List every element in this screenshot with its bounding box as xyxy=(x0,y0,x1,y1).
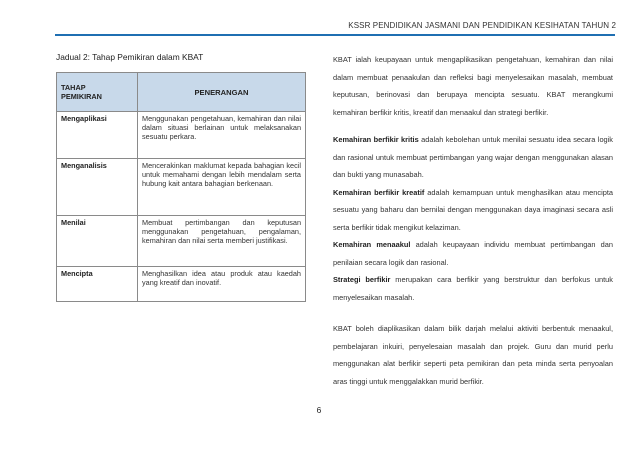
table-row xyxy=(57,112,306,159)
header-term-line2: PEMIKIRAN xyxy=(61,92,102,101)
row-desc: Membuat pertimbangan dan keputusan menggunakan pengetahuan, pengalaman, kemahiran dan nilai serta memberi justifikasi. xyxy=(138,216,306,267)
row-term: Mengaplikasi xyxy=(57,112,138,159)
term-thinking-strategy: Strategi berfikir xyxy=(333,275,391,284)
row-desc: Menghasilkan idea atau produk atau kaedah yang kreatif dan inovatif. xyxy=(138,267,306,302)
table-row xyxy=(57,267,306,302)
header-term-line1: TAHAP xyxy=(61,83,86,92)
paragraph-creative-thinking xyxy=(333,184,613,237)
text-creative-thinking: adalah kemampuan untuk menghasilkan atau mencipta sesuatu yang baharu dan bernilai dengan menggunakan daya imaginasi secara asli serta berfikir tidak mengikut kelaziman. xyxy=(333,187,613,232)
table-section xyxy=(56,52,306,302)
paragraph-thinking-strategy xyxy=(333,271,613,306)
text-thinking-strategy: merupakan cara berfikir yang berstruktur dan berfokus untuk menyelesaikan masalah. xyxy=(333,275,613,302)
row-desc: Mencerakinkan maklumat kepada bahagian kecil untuk memahami dengan lebih mendalam serta hubung kait antara bahagian berkenaan. xyxy=(138,159,306,216)
paragraph-kbat-definition: KBAT ialah keupayaan untuk mengaplikasikan pengetahuan, kemahiran dan nilai dalam membuat penaakulan dan refleksi bagi menyelesaikan masalah, membuat keputusan, berinovasi dan berupaya mencipta sesuatu. KBAT merangkumi kemahiran berfikir kritis, kreatif dan menaakul dan strategi berfikir. xyxy=(333,55,613,117)
paragraph-reasoning xyxy=(333,236,613,271)
table-row xyxy=(57,216,306,267)
header-rule xyxy=(55,34,615,36)
term-critical-thinking: Kemahiran berfikir kritis xyxy=(333,135,419,144)
paragraph-critical-thinking xyxy=(333,131,613,184)
page-number: 6 xyxy=(316,405,322,415)
text-critical-thinking: adalah kebolehan untuk menilai sesuatu idea secara logik dan rasional untuk membuat pertimbangan yang wajar dengan menggunakan alasan dan bukti yang munasabah. xyxy=(333,135,613,179)
row-desc: Menggunakan pengetahuan, kemahiran dan nilai dalam situasi berlainan untuk melaksanakan sesuatu perkara. xyxy=(138,112,306,159)
running-header: KSSR PENDIDIKAN JASMANI DAN PENDIDIKAN KESIHATAN TAHUN 2 xyxy=(348,21,616,30)
row-term: Mencipta xyxy=(57,267,138,302)
row-term: Menganalisis xyxy=(57,159,138,216)
body-text xyxy=(333,51,613,390)
term-reasoning: Kemahiran menaakul xyxy=(333,240,411,249)
kbat-table xyxy=(56,72,306,302)
table-header-row xyxy=(57,73,306,112)
term-creative-thinking: Kemahiran berfikir kreatif xyxy=(333,187,425,197)
row-term: Menilai xyxy=(57,216,138,267)
header-term-cell xyxy=(57,73,138,112)
header-desc-cell: PENERANGAN xyxy=(138,73,306,112)
table-caption: Jadual 2: Tahap Pemikiran dalam KBAT xyxy=(56,52,204,62)
text-reasoning: adalah keupayaan individu membuat pertimbangan dan penilaian secara logik dan rasional. xyxy=(333,240,613,267)
paragraph-kbat-application: KBAT boleh diaplikasikan dalam bilik darjah melalui aktiviti berbentuk menaakul, pembelajaran inkuiri, penyelesaian masalah dan projek. Guru dan murid perlu menggunakan alat berfikir seperti peta pemikiran dan peta minda serta penyoalan aras tinggi untuk menggalakkan murid berfikir. xyxy=(333,324,613,386)
table-row xyxy=(57,159,306,216)
